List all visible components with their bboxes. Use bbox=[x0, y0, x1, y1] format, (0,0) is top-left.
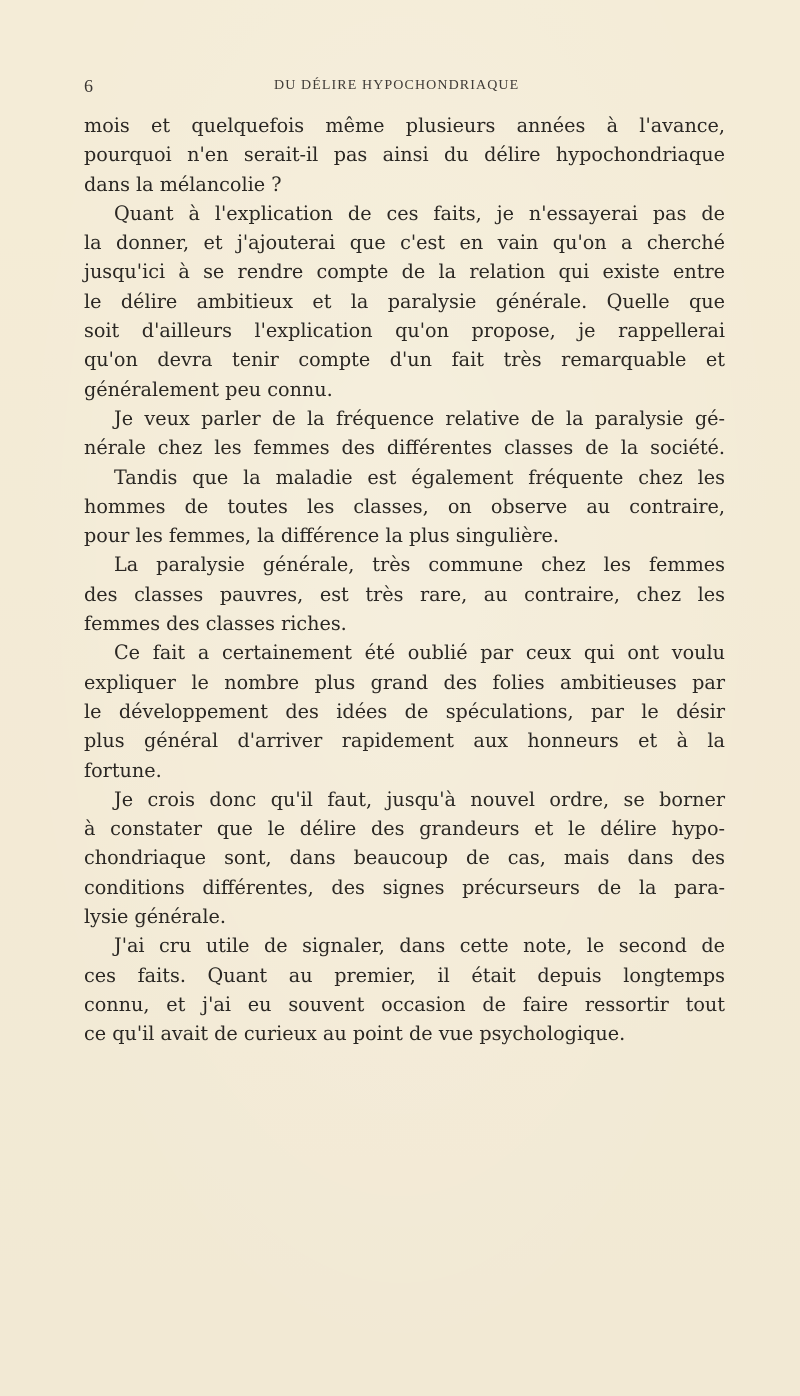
text-line: des classes pauvres, est très rare, au contraire, chez les bbox=[84, 582, 725, 606]
paragraph-first-line: Je veux parler de la fréquence relative de la paralysie gé- bbox=[114, 406, 725, 430]
text-line: plus général d'arriver rapidement aux honneurs et à la bbox=[84, 729, 725, 753]
text-line: à constater que le délire des grandeurs et le délire hypo- bbox=[84, 817, 725, 841]
paragraph-first-line: J'ai cru utile de signaler, dans cette note, le second de bbox=[114, 934, 725, 958]
text-line: conditions différentes, des signes précurseurs de la para- bbox=[84, 875, 725, 899]
text-line: jusqu'ici à se rendre compte de la relation qui existe entre bbox=[84, 260, 725, 284]
text-line: le délire ambitieux et la paralysie générale. Quelle que bbox=[84, 289, 725, 313]
paragraph-first-line: Je crois donc qu'il faut, jusqu'à nouvel ordre, se borner bbox=[114, 787, 725, 811]
running-head: DU DÉLIRE HYPOCHONDRIAQUE bbox=[274, 78, 520, 93]
body-text bbox=[84, 111, 725, 1049]
text-line: nérale chez les femmes des différentes classes de la société. bbox=[84, 436, 725, 460]
text-line: ce qu'il avait de curieux au point de vue psychologique. bbox=[84, 1022, 626, 1046]
text-line: lysie générale. bbox=[84, 905, 226, 929]
page-header bbox=[84, 76, 724, 100]
text-line: fortune. bbox=[84, 758, 162, 782]
paragraph-first-line: Quant à l'explication de ces faits, je n'essayerai pas de bbox=[114, 201, 725, 225]
page-number: 6 bbox=[84, 76, 93, 96]
text-line: la donner, et j'ajouterai que c'est en vain qu'on a cherché bbox=[84, 231, 725, 255]
text-line: ces faits. Quant au premier, il était depuis longtemps bbox=[84, 963, 725, 987]
text-line: femmes des classes riches. bbox=[84, 612, 347, 636]
text-line: expliquer le nombre plus grand des folies ambitieuses par bbox=[84, 670, 725, 694]
text-line: pourquoi n'en serait-il pas ainsi du délire hypochondriaque bbox=[84, 143, 725, 167]
text-line: mois et quelquefois même plusieurs années à l'avance, bbox=[84, 114, 725, 137]
paragraph-first-line: Ce fait a certainement été oublié par ceux qui ont voulu bbox=[114, 641, 725, 665]
text-line: dans la mélancolie ? bbox=[84, 172, 282, 196]
text-line: généralement peu connu. bbox=[84, 377, 333, 401]
text-line: le développement des idées de spéculations, par le désir bbox=[84, 699, 725, 723]
text-line: hommes de toutes les classes, on observe au contraire, bbox=[84, 494, 725, 518]
text-line: soit d'ailleurs l'explication qu'on propose, je rappellerai bbox=[84, 319, 725, 343]
text-line: chondriaque sont, dans beaucoup de cas, mais dans des bbox=[84, 846, 725, 870]
paragraph-first-line: La paralysie générale, très commune chez les femmes bbox=[114, 553, 725, 577]
text-line: Tandis que la maladie est également fréquente chez les bbox=[114, 465, 725, 489]
text-line: connu, et j'ai eu souvent occasion de faire ressortir tout bbox=[84, 992, 725, 1016]
text-line: pour les femmes, la différence la plus singulière. bbox=[84, 524, 559, 548]
text-line: qu'on devra tenir compte d'un fait très remarquable et bbox=[84, 348, 725, 372]
